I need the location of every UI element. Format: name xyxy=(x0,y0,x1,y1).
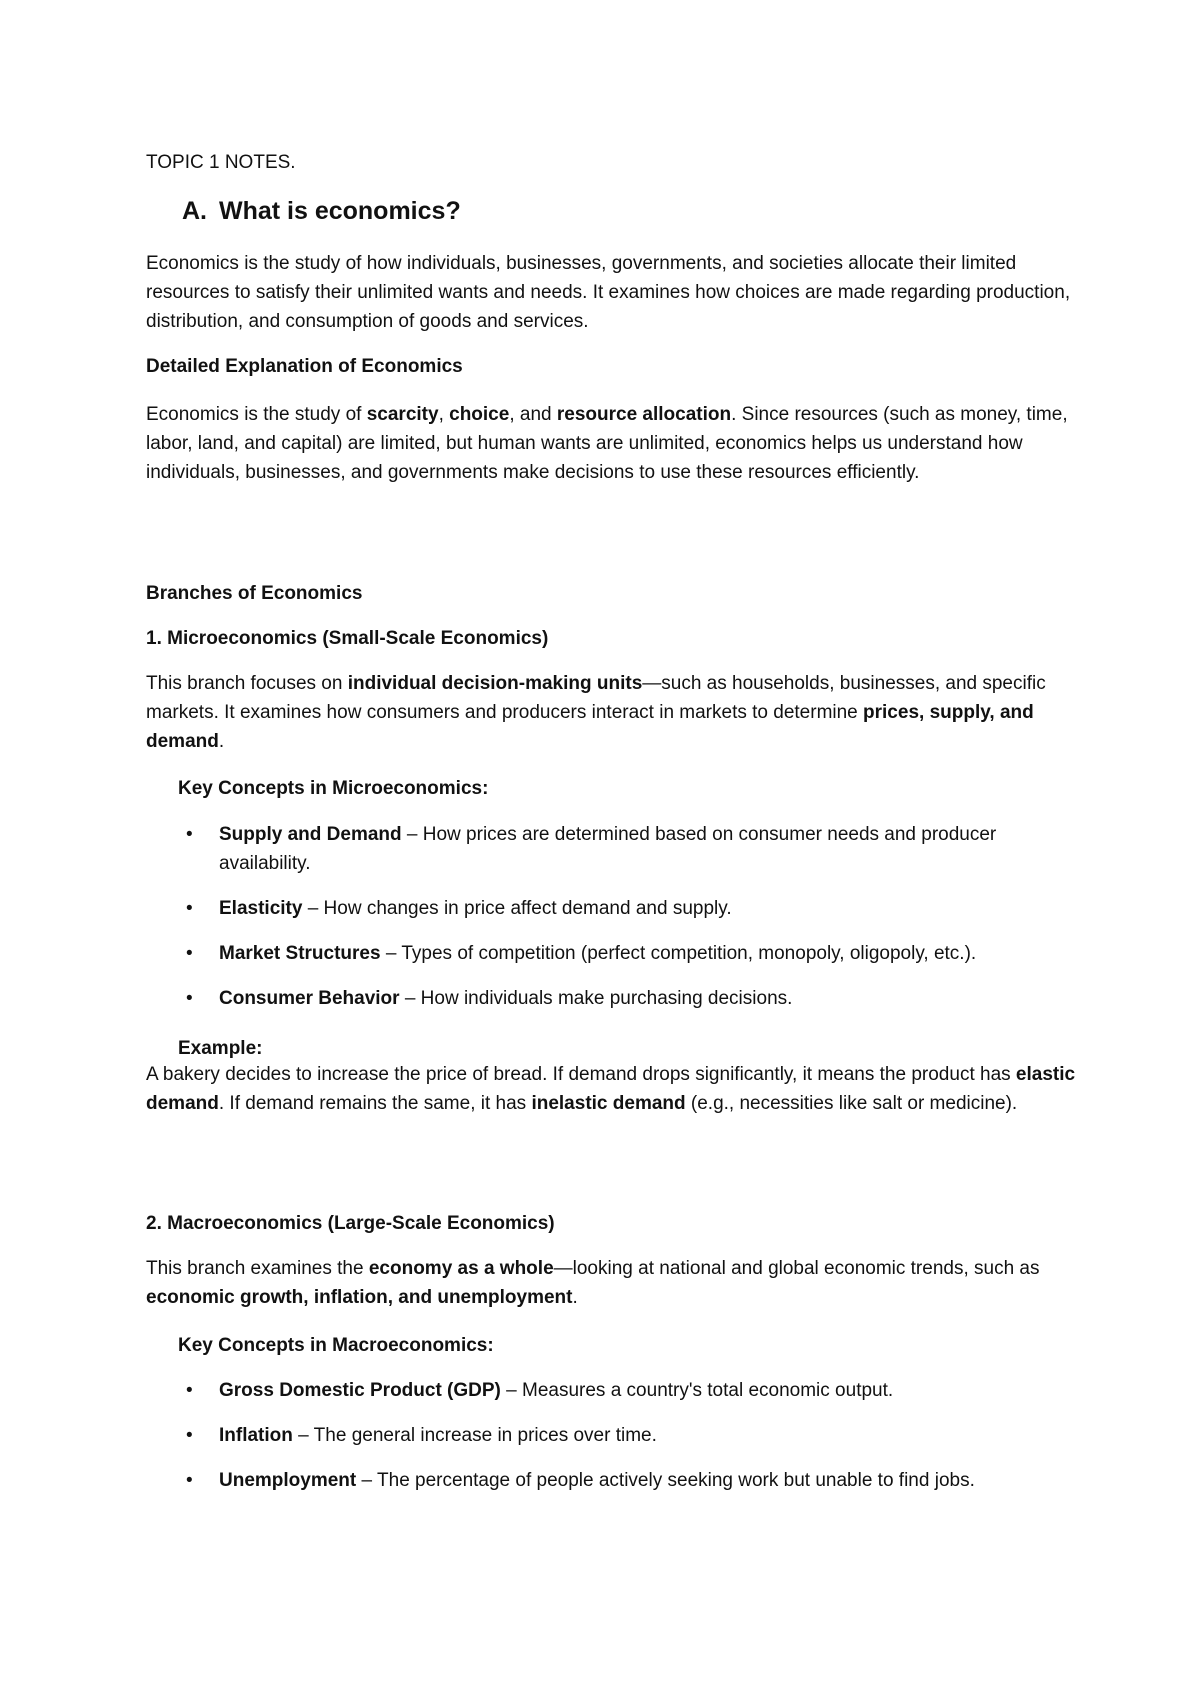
concept-desc: – How changes in price affect demand and supply. xyxy=(302,898,732,919)
bullet-icon: • xyxy=(186,943,193,964)
detailed-paragraph xyxy=(146,400,1076,487)
concept-term: Elasticity xyxy=(219,898,303,919)
macro-concept-list xyxy=(146,1376,1076,1495)
detailed-title: Detailed Explanation of Economics xyxy=(146,356,463,377)
bullet-icon: • xyxy=(186,988,193,1009)
text-run: —such as households, businesses, and specific markets. It examines how consumers and producers interact in markets to determine xyxy=(146,673,1046,723)
text-run: . If demand remains the same, it has xyxy=(218,1093,532,1114)
intro-paragraph: Economics is the study of how individuals, businesses, governments, and societies allocate their limited resources to satisfy their unlimited wants and needs. It examines how choices are made regarding production, distribution, and consumption of goods and services. xyxy=(146,253,1071,332)
text-run: , xyxy=(438,404,450,425)
text-run: . Since resources (such as money, time, labor, land, and capital) are limited, but human wants are unlimited, economics helps us understand how individuals, businesses, and governments make decisions to use these resources efficiently. xyxy=(146,404,1068,483)
bold-term: resource allocation xyxy=(556,404,732,425)
bold-term: choice xyxy=(449,404,510,425)
bullet-icon: • xyxy=(186,898,193,919)
bullet-icon: • xyxy=(186,1470,193,1491)
text-run: . xyxy=(218,731,225,752)
bold-term: elastic demand xyxy=(146,1064,1076,1114)
list-item xyxy=(146,1421,1076,1450)
micro-key-concepts-title: Key Concepts in Microeconomics: xyxy=(178,778,489,799)
section-heading xyxy=(182,195,1112,227)
micro-paragraph xyxy=(146,669,1076,756)
doc-label: TOPIC 1 NOTES. xyxy=(146,152,296,173)
heading-label: A. xyxy=(182,197,207,225)
text-run: —looking at national and global economic trends, such as xyxy=(553,1258,1040,1279)
example-title: Example: xyxy=(178,1038,263,1059)
bullet-icon: • xyxy=(186,824,193,845)
bullet-icon: • xyxy=(186,1380,193,1401)
macro-key-concepts-title: Key Concepts in Macroeconomics: xyxy=(178,1335,494,1356)
concept-desc: – How prices are determined based on consumer needs and producer availability. xyxy=(219,824,997,874)
heading-text: What is economics? xyxy=(219,197,461,225)
bold-term: economy as a whole xyxy=(368,1258,554,1279)
list-item xyxy=(146,1466,1076,1495)
concept-desc: – The general increase in prices over time. xyxy=(292,1425,657,1446)
bullet-icon: • xyxy=(186,1425,193,1446)
list-item xyxy=(146,939,1076,968)
text-run: , and xyxy=(509,404,557,425)
text-run: Economics is the study of xyxy=(146,404,367,425)
concept-desc: – Measures a country's total economic output. xyxy=(500,1380,894,1401)
micro-title: 1. Microeconomics (Small-Scale Economics) xyxy=(146,628,549,649)
concept-desc: – Types of competition (perfect competition, monopoly, oligopoly, etc.). xyxy=(380,943,977,964)
text-run: . xyxy=(572,1287,578,1308)
list-item xyxy=(146,1376,1076,1405)
list-item xyxy=(146,894,1076,923)
concept-term: Market Structures xyxy=(219,943,381,964)
macro-paragraph xyxy=(146,1254,1076,1312)
bold-term: prices, supply, and demand xyxy=(146,702,1034,752)
concept-term: Unemployment xyxy=(219,1470,357,1491)
text-run: (e.g., necessities like salt or medicine). xyxy=(685,1093,1018,1114)
micro-concept-list xyxy=(146,820,1076,1013)
text-run: This branch focuses on xyxy=(146,673,348,694)
concept-term: Inflation xyxy=(219,1425,293,1446)
concept-desc: – The percentage of people actively seeking work but unable to find jobs. xyxy=(356,1470,975,1491)
concept-desc: – How individuals make purchasing decisions. xyxy=(399,988,793,1009)
macro-title: 2. Macroeconomics (Large-Scale Economics) xyxy=(146,1213,555,1234)
list-item xyxy=(146,984,1076,1013)
example-paragraph xyxy=(146,1060,1076,1118)
text-run: This branch examines the xyxy=(146,1258,369,1279)
bold-term: inelastic demand xyxy=(531,1093,686,1114)
branches-title: Branches of Economics xyxy=(146,583,363,604)
concept-term: Consumer Behavior xyxy=(219,988,400,1009)
bold-term: scarcity xyxy=(366,404,439,425)
text-run: A bakery decides to increase the price of bread. If demand drops significantly, it means the product has xyxy=(146,1064,1016,1085)
list-item xyxy=(146,820,1076,878)
bold-term: economic growth, inflation, and unemployment xyxy=(146,1287,573,1308)
bold-term: individual decision-making units xyxy=(347,673,643,694)
concept-term: Supply and Demand xyxy=(219,824,402,845)
concept-term: Gross Domestic Product (GDP) xyxy=(219,1380,501,1401)
